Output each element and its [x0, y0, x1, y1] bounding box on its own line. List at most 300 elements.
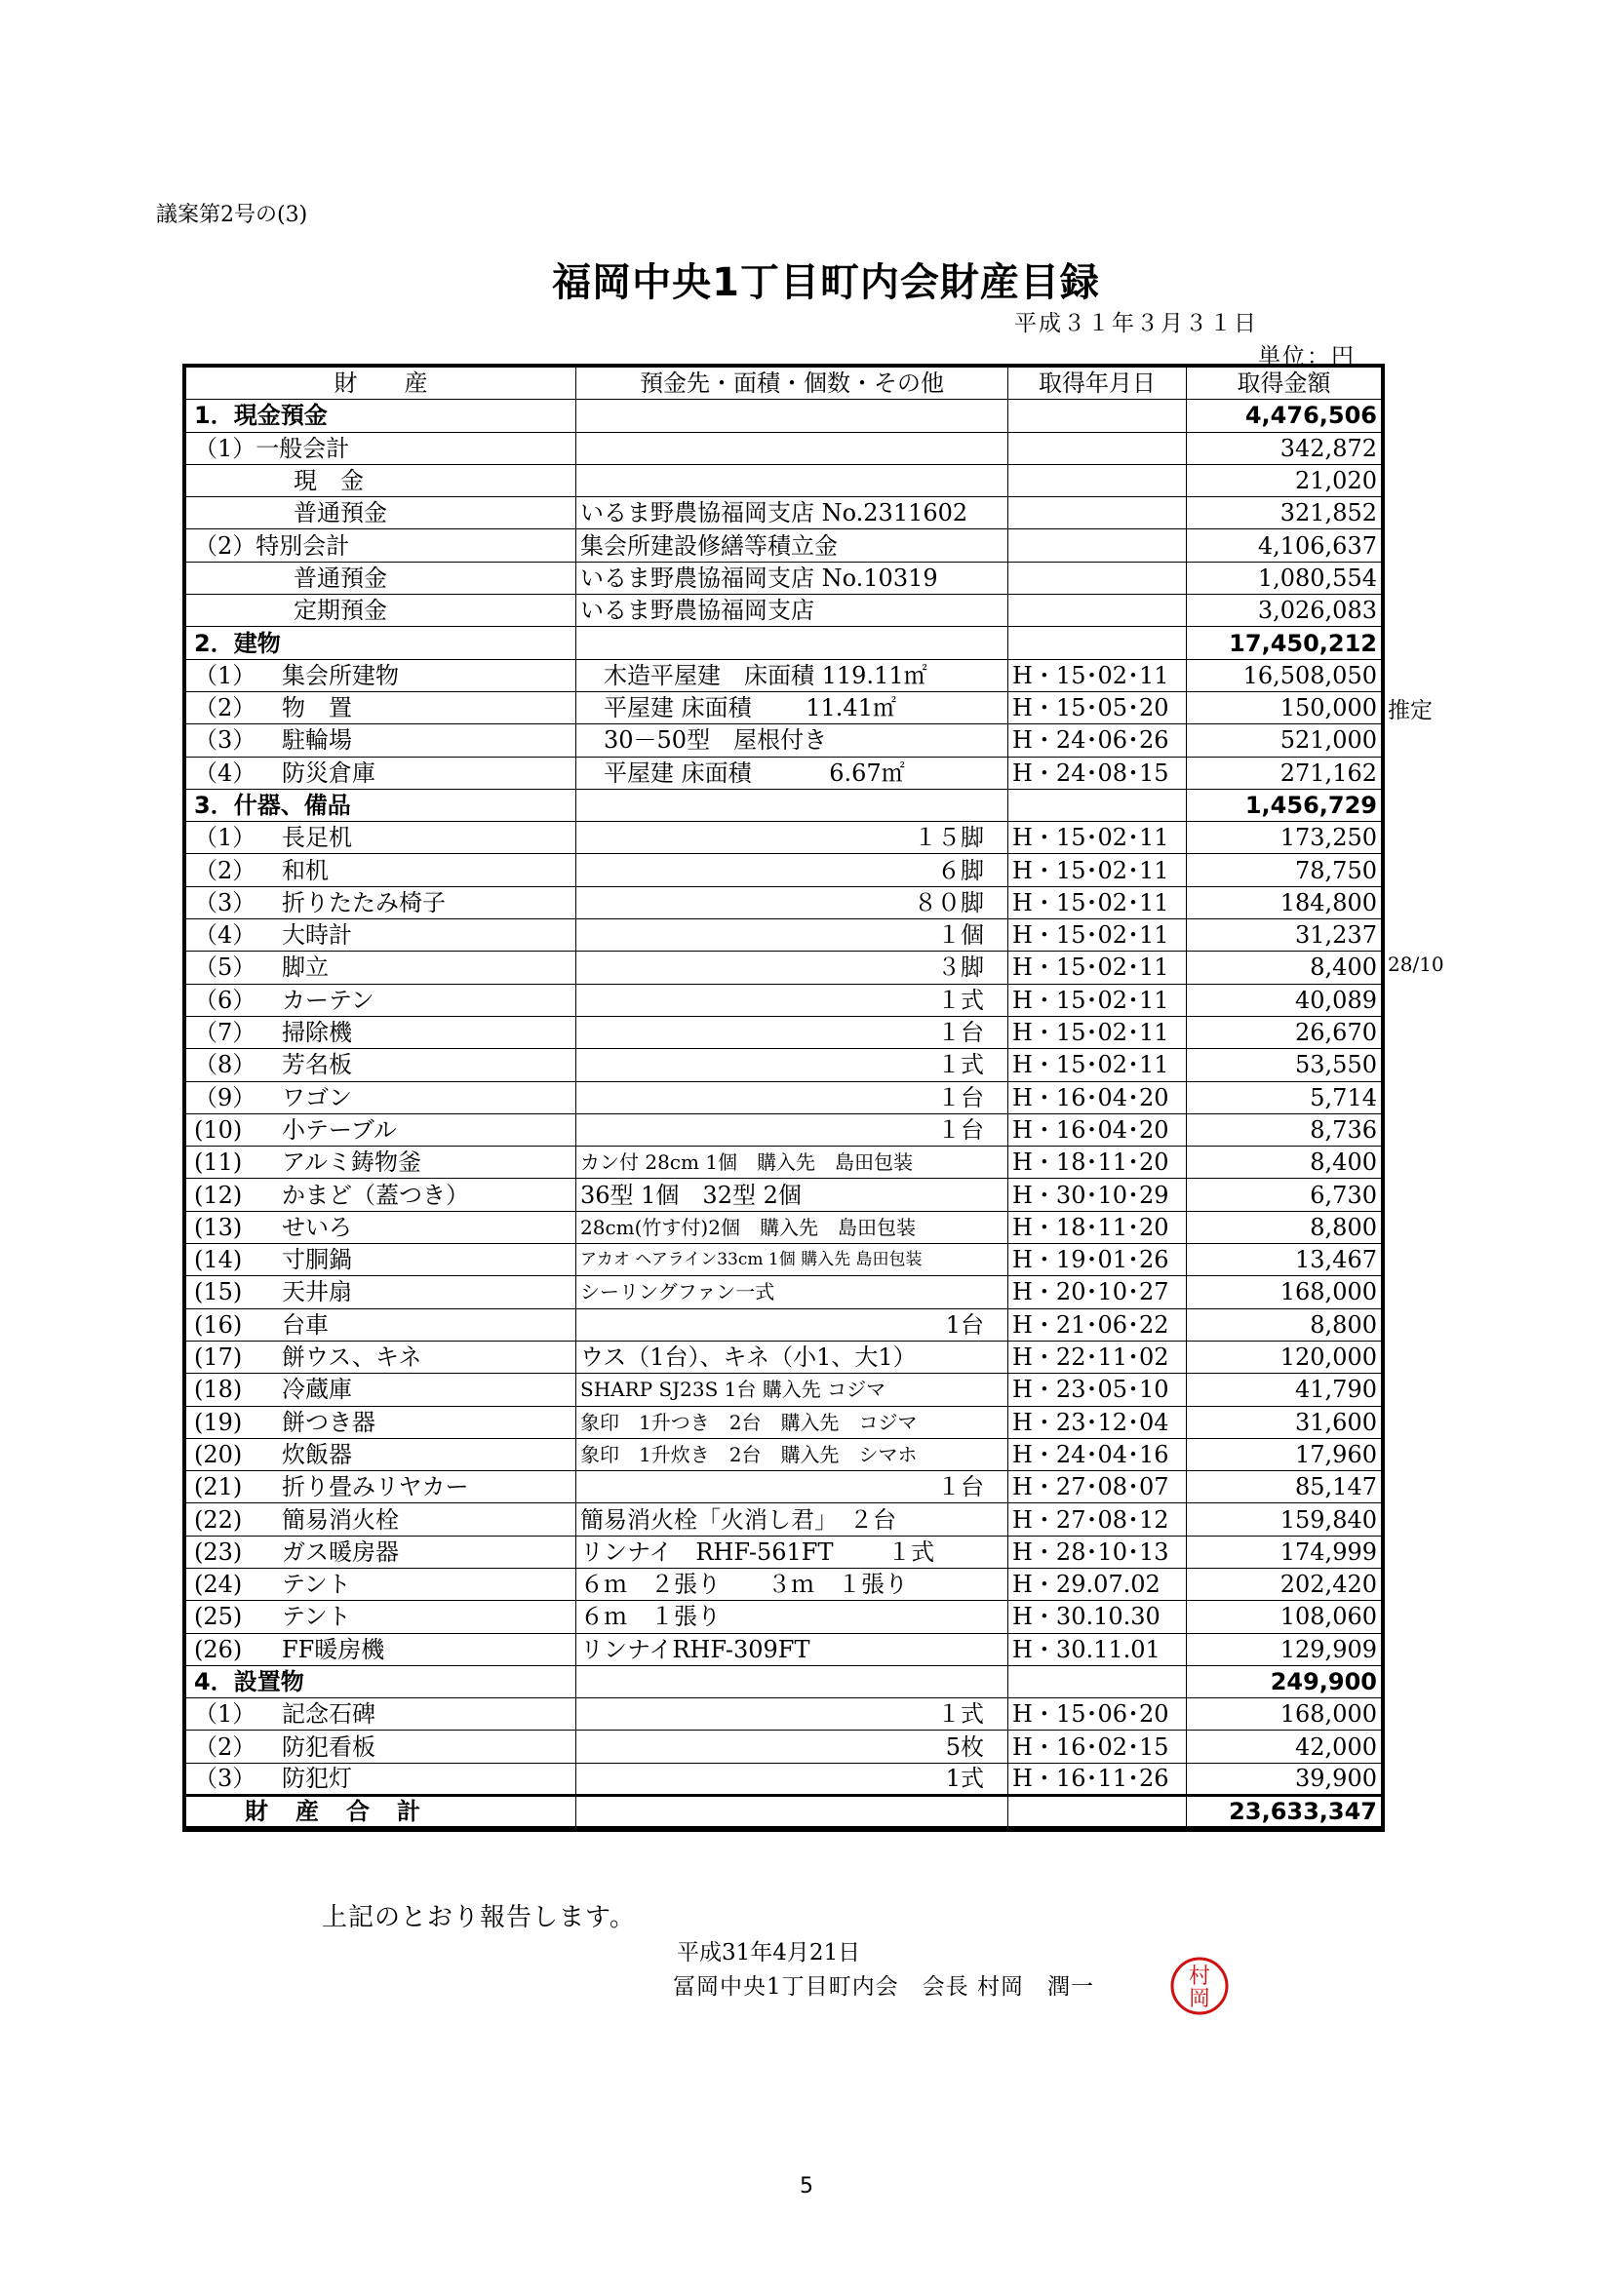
report-statement: 上記のとおり報告します。	[322, 1903, 636, 1932]
header-date: 取得年月日	[1008, 368, 1187, 400]
amount-cell: 8,736	[1187, 1113, 1382, 1146]
acquired-date-cell: H・27･08･07	[1008, 1471, 1187, 1503]
total-row	[186, 1796, 1382, 1828]
acquired-date-cell	[1008, 497, 1187, 529]
header-detail: 預金先・面積・個数・その他	[576, 368, 1008, 400]
acquired-date-cell: H・24･04･16	[1008, 1438, 1187, 1470]
acquired-date-cell: H・18･11･20	[1008, 1211, 1187, 1243]
total-amount: 23,633,347	[1187, 1796, 1382, 1828]
asset-row	[186, 1763, 1382, 1795]
amount-cell: 521,000	[1187, 724, 1382, 757]
acquired-date-cell	[1008, 562, 1187, 594]
asset-name-cell: 2．建物	[186, 627, 576, 659]
amount-cell: 41,790	[1187, 1374, 1382, 1406]
item-number: （2）	[194, 1732, 256, 1761]
item-name: 冷蔵庫	[282, 1376, 352, 1404]
detail-cell: ３脚	[576, 952, 1008, 984]
amount-cell: 174,999	[1187, 1536, 1382, 1568]
asset-name-cell	[186, 952, 576, 984]
detail-cell: シーリングファン一式	[576, 1276, 1008, 1308]
acquired-date-cell	[1008, 432, 1187, 464]
amount-cell: 173,250	[1187, 822, 1382, 854]
asset-row	[186, 497, 1382, 529]
svg-text:岡: 岡	[1188, 1987, 1211, 2011]
acquired-date-cell: H・15･05･20	[1008, 691, 1187, 723]
amount-cell: 78,750	[1187, 854, 1382, 886]
asset-row	[186, 854, 1382, 886]
detail-cell: いるま野農協福岡支店 No.10319	[576, 562, 1008, 594]
asset-name-cell	[186, 886, 576, 918]
asset-row	[186, 691, 1382, 723]
detail-cell	[576, 464, 1008, 496]
asset-inventory-table	[185, 367, 1382, 1829]
section-row	[186, 400, 1382, 432]
acquired-date-cell: H・28･10･13	[1008, 1536, 1187, 1568]
item-number: (15)	[194, 1278, 243, 1306]
detail-cell: 木造平屋建 床面積 119.11㎡	[576, 659, 1008, 691]
item-number: （1）	[194, 661, 256, 689]
detail-cell: １５脚	[576, 822, 1008, 854]
detail-cell: SHARP SJ23S 1台 購入先 コジマ	[576, 1374, 1008, 1406]
detail-cell: 集会所建設修繕等積立金	[576, 529, 1008, 562]
item-name: 防犯灯	[282, 1765, 352, 1793]
acquired-date-cell: H・23･05･10	[1008, 1374, 1187, 1406]
amount-cell: 8,400	[1187, 952, 1382, 984]
item-number: (12)	[194, 1181, 243, 1209]
amount-cell: 13,467	[1187, 1244, 1382, 1276]
amount-cell: 6,730	[1187, 1179, 1382, 1211]
item-number: （7）	[194, 1019, 256, 1047]
asset-name-cell: （2）特別会計	[186, 529, 576, 562]
item-number: （4）	[194, 759, 256, 787]
item-name: 芳名板	[282, 1051, 352, 1079]
acquired-date-cell: H・18･11･20	[1008, 1147, 1187, 1179]
asset-row	[186, 952, 1382, 984]
item-name: 炊飯器	[282, 1440, 352, 1468]
amount-cell: 16,508,050	[1187, 659, 1382, 691]
item-number: (23)	[194, 1537, 243, 1566]
asset-row	[186, 1179, 1382, 1211]
acquired-date-cell: H・24･08･15	[1008, 757, 1187, 789]
asset-name-cell	[186, 1374, 576, 1406]
detail-cell: 30－50型 屋根付き	[576, 724, 1008, 757]
amount-cell: 26,670	[1187, 1016, 1382, 1048]
asset-name-cell	[186, 1211, 576, 1243]
acquired-date-cell: H・22･11･02	[1008, 1341, 1187, 1373]
amount-cell: 17,450,212	[1187, 627, 1382, 659]
item-number: (17)	[194, 1343, 243, 1372]
asset-row	[186, 1341, 1382, 1373]
asset-row	[186, 1308, 1382, 1341]
item-name: 餅つき器	[282, 1408, 375, 1436]
asset-row	[186, 1438, 1382, 1470]
detail-cell	[576, 627, 1008, 659]
item-name: 簡易消火栓	[282, 1505, 399, 1534]
item-name: 餅ウス、キネ	[282, 1343, 422, 1372]
acquired-date-cell: H・15･02･11	[1008, 854, 1187, 886]
acquired-date-cell: H・23･12･04	[1008, 1406, 1187, 1438]
asset-row	[186, 1406, 1382, 1438]
item-number: （3）	[194, 888, 256, 916]
asset-row	[186, 1698, 1382, 1731]
asset-name-cell: 定期預金	[186, 595, 576, 627]
asset-name-cell	[186, 1731, 576, 1763]
asset-row	[186, 659, 1382, 691]
asset-name-cell	[186, 984, 576, 1016]
detail-cell	[576, 789, 1008, 821]
amount-cell: 271,162	[1187, 757, 1382, 789]
detail-cell	[576, 400, 1008, 432]
acquired-date-cell	[1008, 595, 1187, 627]
acquired-date-cell: H・15･02･11	[1008, 659, 1187, 691]
acquired-date-cell: H・27･08･12	[1008, 1503, 1187, 1536]
asset-name-cell	[186, 1503, 576, 1536]
asset-row	[186, 1633, 1382, 1665]
amount-cell: 85,147	[1187, 1471, 1382, 1503]
detail-cell: アカオ ヘアライン33cm 1個 購入先 島田包装	[576, 1244, 1008, 1276]
item-name: ワゴン	[282, 1083, 352, 1111]
asset-row	[186, 1536, 1382, 1568]
detail-cell: １台	[576, 1016, 1008, 1048]
detail-cell: 1台	[576, 1308, 1008, 1341]
acquired-date-cell: H・21･06･22	[1008, 1308, 1187, 1341]
item-number: (21)	[194, 1473, 243, 1501]
asset-name-cell	[186, 1698, 576, 1731]
acquired-date-cell: H・30･10･29	[1008, 1179, 1187, 1211]
amount-cell: 1,080,554	[1187, 562, 1382, 594]
asset-name-cell	[186, 1633, 576, 1665]
asset-name-cell	[186, 1276, 576, 1308]
asset-name-cell	[186, 1179, 576, 1211]
asset-row	[186, 562, 1382, 594]
unit-label: 単位：円	[1258, 344, 1356, 370]
asset-row	[186, 1601, 1382, 1633]
amount-cell: 321,852	[1187, 497, 1382, 529]
detail-cell: 象印 1升つき 2台 購入先 コジマ	[576, 1406, 1008, 1438]
acquired-date-cell	[1008, 627, 1187, 659]
item-name: 駐輪場	[282, 726, 352, 755]
item-name: 小テーブル	[282, 1115, 397, 1144]
asset-name-cell	[186, 691, 576, 723]
detail-cell: 平屋建 床面積 11.41㎡	[576, 691, 1008, 723]
asset-name-cell: 普通預金	[186, 562, 576, 594]
detail-cell: リンナイRHF-309FT	[576, 1633, 1008, 1665]
asset-name-cell	[186, 1308, 576, 1341]
asset-name-cell	[186, 919, 576, 952]
asset-name-cell	[186, 1016, 576, 1048]
inventory-date: 平成３１年３月３１日	[1014, 311, 1258, 336]
asset-row	[186, 984, 1382, 1016]
acquired-date-cell: H・15･02･11	[1008, 1049, 1187, 1081]
item-name: テント	[282, 1603, 351, 1631]
detail-cell: カン付 28cm 1個 購入先 島田包装	[576, 1147, 1008, 1179]
acquired-date-cell: H・15･02･11	[1008, 952, 1187, 984]
detail-cell: ６ｍ １張り	[576, 1601, 1008, 1633]
acquired-date-cell	[1008, 1665, 1187, 1697]
acquired-date-cell: H・24･06･26	[1008, 724, 1187, 757]
item-number: （3）	[194, 726, 256, 755]
asset-name-cell: 3．什器、備品	[186, 789, 576, 821]
table-header-row	[186, 368, 1382, 400]
detail-cell: １台	[576, 1471, 1008, 1503]
detail-cell	[576, 1665, 1008, 1697]
asset-name-cell	[186, 1763, 576, 1795]
amount-cell: 17,960	[1187, 1438, 1382, 1470]
asset-name-cell: 普通預金	[186, 497, 576, 529]
estimate-note: 推定	[1388, 698, 1433, 724]
amount-cell: 108,060	[1187, 1601, 1382, 1633]
section-row	[186, 1665, 1382, 1697]
asset-row	[186, 1731, 1382, 1763]
detail-cell: １式	[576, 1698, 1008, 1731]
acquired-date-cell: H・20･10･27	[1008, 1276, 1187, 1308]
detail-cell: いるま野農協福岡支店 No.2311602	[576, 497, 1008, 529]
svg-text:村: 村	[1188, 1965, 1211, 1989]
item-name: 長足机	[282, 824, 352, 852]
document-title: 福岡中央1丁目町内会財産目録	[552, 260, 1100, 305]
item-number: （8）	[194, 1051, 256, 1079]
asset-row	[186, 919, 1382, 952]
header-amount: 取得金額	[1187, 368, 1382, 400]
detail-cell	[576, 432, 1008, 464]
item-number: (20)	[194, 1440, 243, 1468]
detail-cell: 5枚	[576, 1731, 1008, 1763]
amount-cell: 8,800	[1187, 1211, 1382, 1243]
item-number: （5）	[194, 953, 256, 982]
detail-cell: １台	[576, 1081, 1008, 1113]
amount-cell: 53,550	[1187, 1049, 1382, 1081]
item-number: （1）	[194, 824, 256, 852]
acquired-date-cell	[1008, 400, 1187, 432]
ladder-note: 28/10	[1388, 952, 1444, 976]
amount-cell: 249,900	[1187, 1665, 1382, 1697]
item-number: (11)	[194, 1148, 243, 1177]
asset-row	[186, 1503, 1382, 1536]
detail-cell: リンナイ RHF-561FT １式	[576, 1536, 1008, 1568]
amount-cell: 31,237	[1187, 919, 1382, 952]
asset-row	[186, 1471, 1382, 1503]
section-row	[186, 627, 1382, 659]
amount-cell: 129,909	[1187, 1633, 1382, 1665]
item-number: （1）	[194, 1700, 256, 1729]
item-name: 折りたたみ椅子	[282, 888, 446, 916]
asset-name-cell: （1）一般会計	[186, 432, 576, 464]
asset-row	[186, 1568, 1382, 1600]
amount-cell: 168,000	[1187, 1698, 1382, 1731]
item-number: (13)	[194, 1213, 243, 1241]
item-name: 大時計	[282, 921, 352, 950]
acquired-date-cell: H・15･02･11	[1008, 919, 1187, 952]
amount-cell: 202,420	[1187, 1568, 1382, 1600]
amount-cell: 342,872	[1187, 432, 1382, 464]
amount-cell: 184,800	[1187, 886, 1382, 918]
item-number: （2）	[194, 694, 256, 722]
page-number: 5	[800, 2174, 813, 2199]
detail-cell: ８０脚	[576, 886, 1008, 918]
item-name: 記念石碑	[282, 1700, 375, 1729]
section-row	[186, 789, 1382, 821]
amount-cell: 5,714	[1187, 1081, 1382, 1113]
detail-cell: 平屋建 床面積 6.67㎡	[576, 757, 1008, 789]
asset-name-cell	[186, 1049, 576, 1081]
acquired-date-cell: H・15･02･11	[1008, 1016, 1187, 1048]
asset-row	[186, 886, 1382, 918]
amount-cell: 150,000	[1187, 691, 1382, 723]
amount-cell: 120,000	[1187, 1341, 1382, 1373]
item-name: 防災倉庫	[282, 759, 375, 787]
asset-row	[186, 1113, 1382, 1146]
acquired-date-cell: H・16･02･15	[1008, 1731, 1187, 1763]
report-date: 平成31年4月21日	[677, 1940, 861, 1965]
asset-row	[186, 1211, 1382, 1243]
asset-name-cell	[186, 1568, 576, 1600]
item-name: テント	[282, 1571, 351, 1599]
acquired-date-cell: H・30.11.01	[1008, 1633, 1187, 1665]
amount-cell: 8,800	[1187, 1308, 1382, 1341]
asset-name-cell	[186, 822, 576, 854]
item-number: （9）	[194, 1083, 256, 1111]
item-name: 和机	[282, 856, 329, 884]
detail-cell: いるま野農協福岡支店	[576, 595, 1008, 627]
item-name: ガス暖房器	[282, 1537, 399, 1566]
detail-cell: １式	[576, 1049, 1008, 1081]
asset-name-cell	[186, 1147, 576, 1179]
header-asset: 財 産	[186, 368, 576, 400]
detail-cell: １台	[576, 1113, 1008, 1146]
amount-cell: 159,840	[1187, 1503, 1382, 1536]
amount-cell: 3,026,083	[1187, 595, 1382, 627]
amount-cell: 31,600	[1187, 1406, 1382, 1438]
signature-line: 冨岡中央1丁目町内会 会長 村岡 潤一	[673, 1974, 1094, 2000]
item-number: (22)	[194, 1505, 243, 1534]
asset-name-cell	[186, 1341, 576, 1373]
item-name: かまど（蓋つき）	[282, 1181, 469, 1209]
agenda-number: 議案第2号の(3)	[156, 203, 308, 227]
amount-cell: 4,106,637	[1187, 529, 1382, 562]
asset-name-cell	[186, 757, 576, 789]
personal-seal-stamp	[1169, 1956, 1230, 2016]
asset-row	[186, 822, 1382, 854]
item-name: アルミ鋳物釜	[282, 1148, 422, 1177]
amount-cell: 21,020	[1187, 464, 1382, 496]
detail-cell: １個	[576, 919, 1008, 952]
detail-cell: 簡易消火栓「火消し君」 ２台	[576, 1503, 1008, 1536]
acquired-date-cell	[1008, 464, 1187, 496]
item-name: カーテン	[282, 986, 374, 1014]
acquired-date-cell	[1008, 789, 1187, 821]
item-number: (14)	[194, 1246, 243, 1274]
detail-cell: 28cm(竹す付)2個 購入先 島田包装	[576, 1211, 1008, 1243]
asset-row	[186, 724, 1382, 757]
amount-cell: 39,900	[1187, 1763, 1382, 1795]
asset-row	[186, 529, 1382, 562]
asset-row	[186, 1374, 1382, 1406]
acquired-date-cell: H・15･06･20	[1008, 1698, 1187, 1731]
detail-cell: ６ｍ ２張り ３ｍ １張り	[576, 1568, 1008, 1600]
item-name: せいろ	[282, 1213, 352, 1241]
item-number: (25)	[194, 1603, 243, 1631]
item-name: 天井扇	[282, 1278, 352, 1306]
acquired-date-cell: H・16･11･26	[1008, 1763, 1187, 1795]
asset-name-cell	[186, 1406, 576, 1438]
item-name: 物 置	[282, 694, 352, 722]
acquired-date-cell: H・15･02･11	[1008, 886, 1187, 918]
asset-name-cell: 1．現金預金	[186, 400, 576, 432]
item-number: (16)	[194, 1310, 243, 1339]
amount-cell: 168,000	[1187, 1276, 1382, 1308]
detail-cell: 1式	[576, 1763, 1008, 1795]
asset-row	[186, 1244, 1382, 1276]
item-name: 掃除機	[282, 1019, 352, 1047]
asset-name-cell	[186, 854, 576, 886]
acquired-date-cell: H・30.10.30	[1008, 1601, 1187, 1633]
item-number: (24)	[194, 1571, 243, 1599]
asset-name-cell	[186, 724, 576, 757]
detail-cell: １式	[576, 984, 1008, 1016]
total-date-empty	[1008, 1796, 1187, 1828]
asset-row	[186, 1147, 1382, 1179]
item-name: 台車	[282, 1310, 329, 1339]
detail-cell: 象印 1升炊き 2台 購入先 シマホ	[576, 1438, 1008, 1470]
asset-name-cell	[186, 1601, 576, 1633]
asset-name-cell	[186, 1471, 576, 1503]
item-number: （2）	[194, 856, 256, 884]
item-name: FF暖房機	[282, 1635, 385, 1663]
amount-cell: 40,089	[1187, 984, 1382, 1016]
item-name: 折り畳みリヤカー	[282, 1473, 469, 1501]
asset-name-cell	[186, 1081, 576, 1113]
acquired-date-cell: H・15･02･11	[1008, 822, 1187, 854]
asset-name-cell	[186, 659, 576, 691]
asset-name-cell: 4．設置物	[186, 1665, 576, 1697]
detail-cell: ６脚	[576, 854, 1008, 886]
amount-cell: 4,476,506	[1187, 400, 1382, 432]
asset-row	[186, 1049, 1382, 1081]
acquired-date-cell: H・16･04･20	[1008, 1113, 1187, 1146]
asset-name-cell	[186, 1113, 576, 1146]
detail-cell: ウス（1台）、キネ（小1、大1）	[576, 1341, 1008, 1373]
item-number: （6）	[194, 986, 256, 1014]
amount-cell: 1,456,729	[1187, 789, 1382, 821]
total-label: 財 産 合 計	[186, 1796, 576, 1828]
total-detail-empty	[576, 1796, 1008, 1828]
asset-row	[186, 1081, 1382, 1113]
item-name: 寸胴鍋	[282, 1246, 352, 1274]
detail-cell: 36型 1個 32型 2個	[576, 1179, 1008, 1211]
item-number: （3）	[194, 1765, 256, 1793]
asset-row	[186, 432, 1382, 464]
item-number: (18)	[194, 1376, 243, 1404]
asset-name-cell	[186, 1536, 576, 1568]
asset-row	[186, 757, 1382, 789]
acquired-date-cell: H・15･02･11	[1008, 984, 1187, 1016]
acquired-date-cell	[1008, 529, 1187, 562]
asset-name-cell	[186, 1244, 576, 1276]
item-number: （4）	[194, 921, 256, 950]
item-number: (19)	[194, 1408, 243, 1436]
item-number: (26)	[194, 1635, 243, 1663]
amount-cell: 42,000	[1187, 1731, 1382, 1763]
item-name: 集会所建物	[282, 661, 399, 689]
asset-name-cell	[186, 1438, 576, 1470]
item-name: 脚立	[282, 953, 329, 982]
acquired-date-cell: H・19･01･26	[1008, 1244, 1187, 1276]
asset-name-cell: 現 金	[186, 464, 576, 496]
item-name: 防犯看板	[282, 1732, 375, 1761]
asset-row	[186, 1276, 1382, 1308]
asset-row	[186, 595, 1382, 627]
asset-row	[186, 1016, 1382, 1048]
